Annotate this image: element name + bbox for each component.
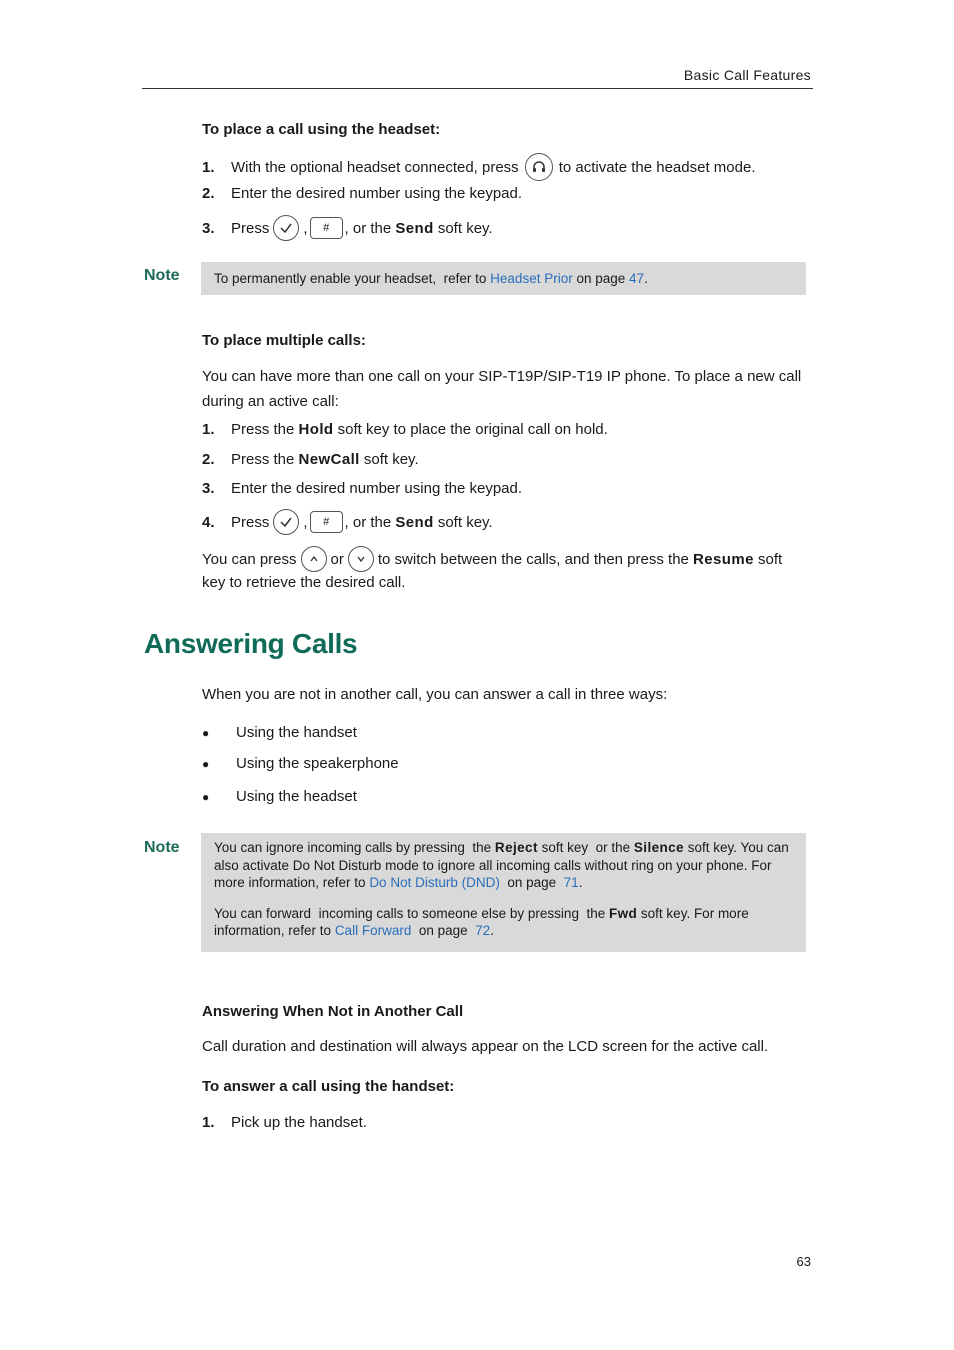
step-text-after: to activate the headset mode.	[558, 158, 756, 176]
step-number: 2.	[202, 185, 215, 202]
headset-step-3	[202, 214, 493, 242]
bullet-icon: ●	[202, 789, 210, 804]
multi-step-4	[202, 508, 493, 536]
running-header: Basic Call Features	[683, 67, 811, 83]
section-heading-answering-calls: Answering Calls	[144, 628, 358, 659]
link-page-72[interactable]: 72	[475, 923, 491, 938]
step-text: Pick up the handset.	[231, 1114, 367, 1131]
step-text: Press	[231, 219, 270, 237]
handset-step-1	[202, 1114, 367, 1131]
step-text-after: soft key.	[437, 219, 493, 237]
step-text: With the optional headset connected, press	[231, 158, 519, 176]
step-text: Press the	[231, 451, 295, 468]
comma: ,	[303, 513, 308, 531]
headset-procedure-title: To place a call using the headset:	[202, 121, 441, 138]
bullet-text: Using the headset	[236, 788, 357, 805]
multi-step-3	[202, 480, 522, 497]
note-text: You can forward incoming calls to someone else by pressing the	[214, 905, 609, 921]
pound-send-key-icon: #	[310, 217, 343, 239]
note-text: .	[490, 923, 494, 938]
comma: ,	[303, 219, 308, 237]
note-paragraph-2	[214, 905, 793, 940]
softkey-hold: Hold	[298, 421, 334, 438]
link-do-not-disturb[interactable]: Do Not Disturb (DND)	[369, 875, 500, 890]
step-number: 3.	[202, 480, 215, 497]
step-text: Enter the desired number using the keypad.	[231, 480, 523, 497]
step-number: 1.	[202, 421, 215, 438]
checkmark-send-icon	[273, 509, 299, 535]
bullet-text: Using the speakerphone	[236, 755, 399, 772]
step-text-after: soft key.	[437, 513, 493, 531]
bullet-icon: ●	[202, 725, 210, 740]
softkey-silence: Silence	[633, 840, 684, 855]
step-number: 4.	[202, 513, 215, 531]
switch-calls-line-1	[202, 546, 782, 572]
handset-procedure-title: To answer a call using the handset:	[202, 1078, 455, 1095]
note-label: Note	[144, 267, 180, 284]
multi-step-1	[202, 421, 608, 438]
pound-send-key-icon: #	[310, 511, 343, 533]
note-text: on page	[411, 923, 476, 938]
bullet-text: Using the handset	[236, 724, 357, 741]
note-text-end: .	[644, 270, 648, 286]
page-number: 63	[796, 1254, 811, 1269]
link-page-47[interactable]: 47	[629, 270, 645, 286]
answering-intro: When you are not in another call, you can answer a call in three ways:	[202, 686, 668, 703]
note-label: Note	[144, 839, 180, 856]
subsection-title: Answering When Not in Another Call	[202, 1003, 464, 1020]
softkey-send: Send	[395, 513, 434, 531]
note-text: soft key. For more information, refer to	[214, 905, 749, 938]
step-text-after: soft key to place the original call on hold.	[337, 421, 608, 438]
step-text: Enter the desired number using the keypad.	[231, 185, 523, 202]
bullet-item	[202, 724, 357, 741]
switch-text: You can press	[202, 550, 297, 568]
bullet-item	[202, 755, 399, 772]
softkey-resume: Resume	[693, 550, 754, 568]
headset-step-2	[202, 185, 522, 202]
softkey-fwd: Fwd	[608, 905, 638, 921]
or-the-text: , or the	[344, 513, 392, 531]
bullet-item	[202, 788, 357, 805]
note-text: To permanently enable your headset, refer to	[214, 270, 491, 286]
subsection-text: Call duration and destination will always appear on the LCD screen for the active call.	[202, 1038, 769, 1055]
note-box-answering	[201, 833, 806, 952]
softkey-newcall: NewCall	[298, 451, 360, 468]
down-arrow-icon	[348, 546, 374, 572]
multiple-calls-intro: You can have more than one call on your SIP-T19P/SIP-T19 IP phone. To place a new call during an active call:	[202, 368, 802, 410]
or-the-text: , or the	[344, 219, 392, 237]
multiple-calls-title: To place multiple calls:	[202, 332, 366, 349]
switch-or: or	[330, 550, 344, 568]
softkey-reject: Reject	[494, 840, 538, 855]
multi-step-2	[202, 451, 419, 468]
checkmark-send-icon	[273, 215, 299, 241]
step-number: 1.	[202, 1114, 215, 1131]
up-arrow-icon	[301, 546, 327, 572]
step-number: 2.	[202, 451, 215, 468]
step-number: 3.	[202, 219, 215, 237]
header-rule	[142, 88, 813, 89]
step-text-after: soft key.	[363, 451, 419, 468]
link-page-71[interactable]: 71	[563, 875, 579, 890]
step-text: Press the	[231, 421, 295, 438]
headset-icon	[525, 153, 553, 181]
note-text: on page	[499, 875, 564, 890]
step-text: Press	[231, 513, 270, 531]
step-number: 1.	[202, 158, 215, 176]
note-text-mid: on page	[572, 270, 630, 286]
switch-calls-line-2: key to retrieve the desired call.	[202, 574, 406, 591]
link-call-forward[interactable]: Call Forward	[334, 923, 412, 938]
switch-text-end: soft	[757, 550, 783, 568]
link-headset-prior[interactable]: Headset Prior	[490, 270, 573, 286]
note-text: soft key. You can also activate Do Not Disturb mode to ignore all incoming calls without ring on your phone. For more information, refer to	[214, 840, 789, 890]
bullet-icon: ●	[202, 756, 210, 771]
note-text: .	[578, 875, 583, 890]
headset-step-1	[202, 152, 755, 182]
note-paragraph-1	[214, 839, 793, 892]
switch-text-mid: to switch between the calls, and then press the	[377, 550, 689, 568]
note-box-headset	[201, 262, 806, 295]
softkey-send: Send	[395, 219, 434, 237]
note-text: soft key or the	[537, 840, 634, 855]
note-text: You can ignore incoming calls by pressing the	[214, 840, 495, 855]
